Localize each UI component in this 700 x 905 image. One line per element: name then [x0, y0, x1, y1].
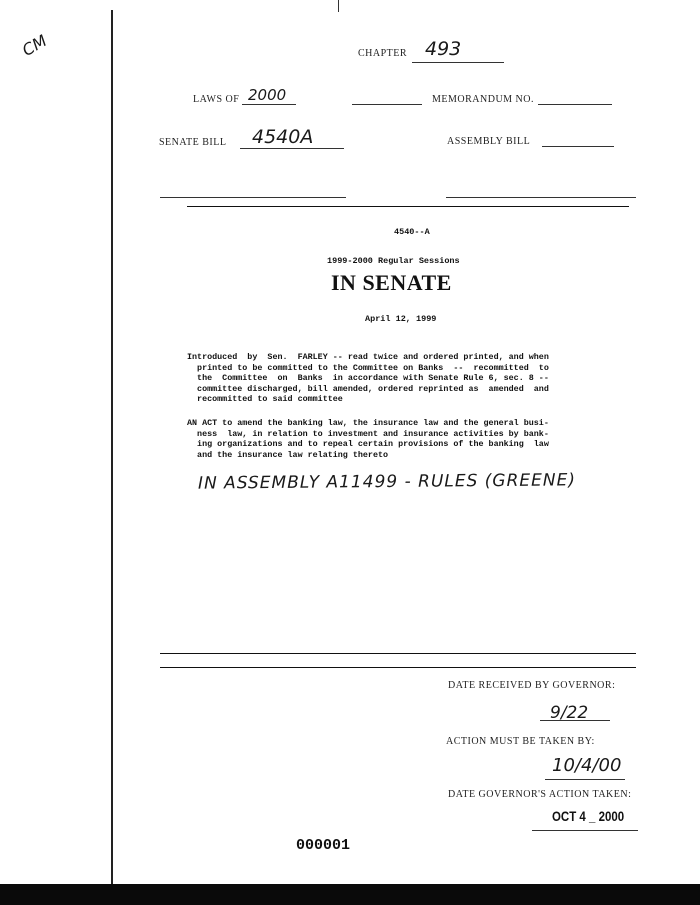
date-received-label: DATE RECEIVED BY GOVERNOR:	[448, 680, 616, 691]
senate-bill-value: 4540A	[252, 126, 314, 148]
senate-bill-underline	[240, 148, 344, 149]
action-taken-stamp: OCT 4 _ 2000	[552, 808, 625, 824]
margin-initials: CM	[18, 31, 51, 60]
top-tick	[338, 0, 339, 12]
act-line: and the insurance law relating thereto	[187, 449, 389, 460]
senate-bill-label: SENATE BILL	[159, 137, 227, 148]
act-line: AN ACT to amend the banking law, the insurance law and the general busi-	[187, 418, 549, 428]
bill-number: 4540--A	[394, 227, 430, 237]
act-paragraph	[187, 418, 549, 460]
act-line: ness law, in relation to investment and insurance activities by bank-	[187, 428, 549, 439]
assembly-bill-label: ASSEMBLY BILL	[447, 136, 531, 147]
lower-rule-2	[160, 667, 636, 668]
action-taken-underline	[532, 830, 638, 831]
handwritten-assembly-note: IN ASSEMBLY A11499 - RULES (GREENE)	[197, 470, 577, 494]
lower-rule-1	[160, 653, 636, 654]
bill-date: April 12, 1999	[365, 314, 437, 324]
chapter-value: 493	[425, 38, 462, 60]
intro-line: committee discharged, bill amended, ordered reprinted as amended and	[187, 383, 549, 394]
action-taken-label: DATE GOVERNOR'S ACTION TAKEN:	[448, 789, 632, 800]
action-by-value: 10/4/00	[552, 755, 622, 776]
date-received-underline	[540, 720, 610, 721]
memo-label: MEMORANDUM NO.	[432, 94, 535, 105]
date-received-value: 9/22	[550, 703, 589, 723]
laws-underline	[242, 104, 296, 105]
session: 1999-2000 Regular Sessions	[327, 256, 460, 266]
intro-paragraph	[187, 352, 549, 405]
page-number: 000001	[296, 837, 351, 854]
blank-underline-1	[352, 104, 422, 105]
house-title: IN SENATE	[331, 270, 452, 295]
signature-line-left	[160, 197, 346, 198]
signature-line-right	[446, 197, 636, 198]
action-by-underline	[545, 779, 625, 780]
intro-line: recommitted to said committee	[187, 394, 343, 405]
assembly-bill-underline	[542, 146, 614, 147]
header-rule	[187, 206, 629, 207]
memo-underline	[538, 104, 612, 105]
laws-label: LAWS OF	[193, 94, 240, 105]
intro-line: Introduced by Sen. FARLEY -- read twice and ordered printed, and when	[187, 352, 549, 362]
act-line: ing organizations and to repeal certain provisions of the banking law	[187, 439, 549, 450]
laws-value: 2000	[248, 86, 287, 104]
bottom-scan-bar	[0, 884, 700, 905]
intro-line: the Committee on Banks in accordance with Senate Rule 6, sec. 8 --	[187, 373, 549, 384]
action-by-label: ACTION MUST BE TAKEN BY:	[446, 736, 595, 747]
left-margin-line	[111, 10, 113, 890]
chapter-underline	[412, 62, 504, 63]
chapter-label: CHAPTER	[358, 48, 408, 59]
intro-line: printed to be committed to the Committee on Banks -- recommitted to	[187, 362, 549, 373]
